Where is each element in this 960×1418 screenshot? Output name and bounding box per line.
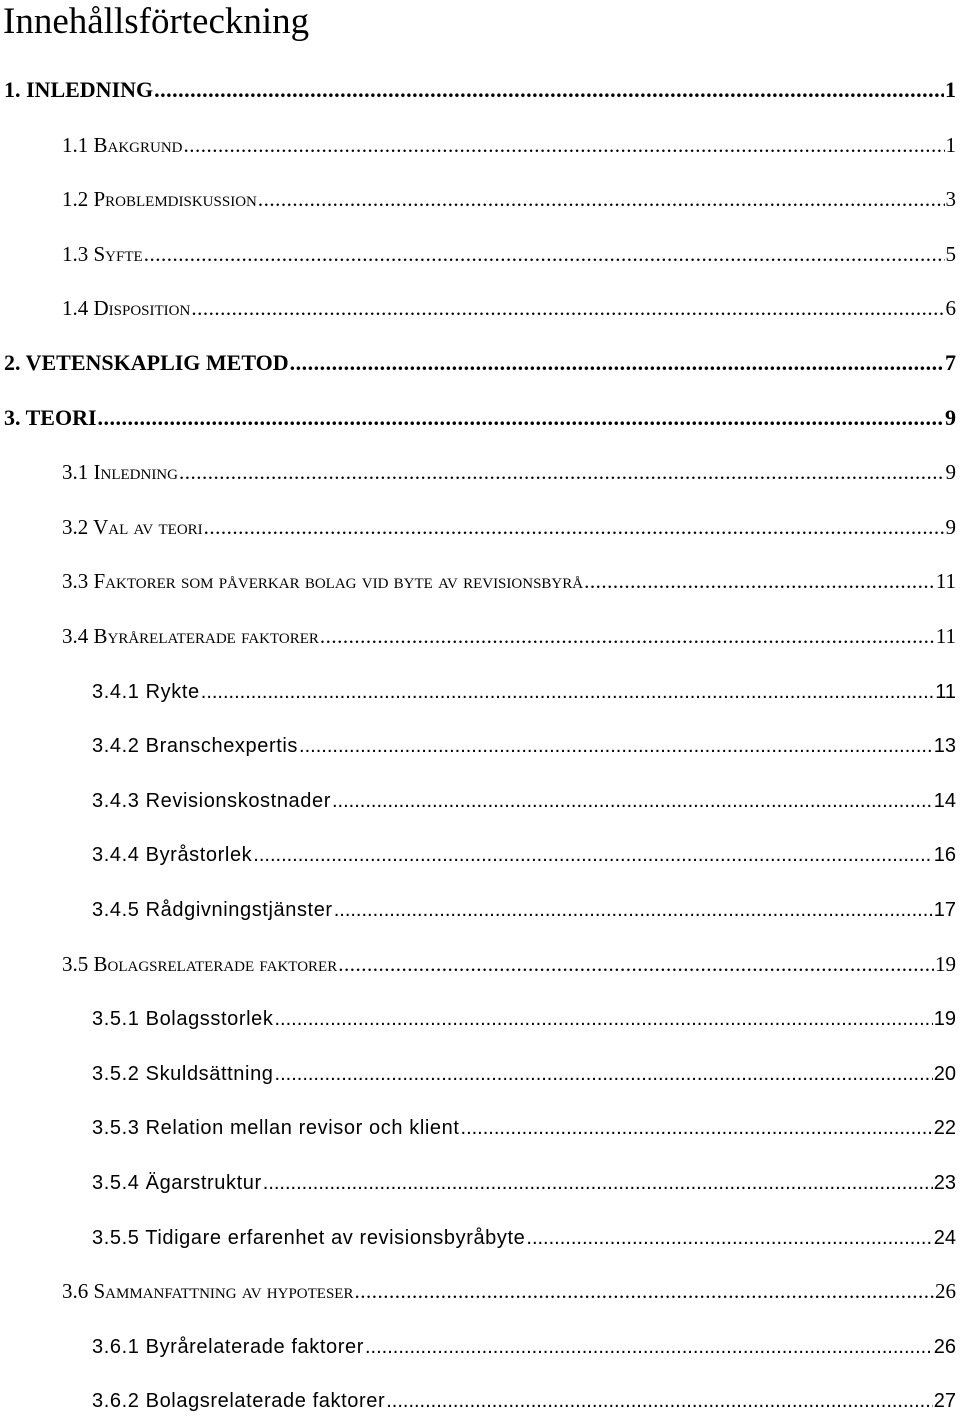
toc-entry-title: 1.2 Problemdiskussion bbox=[62, 187, 257, 212]
toc-entry-title: 3.4.3 Revisionskostnader bbox=[92, 789, 331, 812]
toc-dot-leader bbox=[386, 1391, 933, 1414]
toc-entry-title: 1. INLEDNING bbox=[4, 77, 154, 102]
toc-dot-leader bbox=[204, 517, 945, 541]
toc-entry[interactable] bbox=[92, 1002, 956, 1032]
toc-entry[interactable] bbox=[92, 675, 956, 705]
toc-entry[interactable] bbox=[62, 1275, 956, 1305]
toc-entry[interactable] bbox=[62, 129, 956, 159]
toc-entry-title: 1.1 Bakgrund bbox=[62, 132, 183, 157]
toc-dot-leader bbox=[275, 1064, 933, 1087]
toc-dot-leader bbox=[184, 135, 945, 159]
toc-dot-leader bbox=[275, 1009, 933, 1032]
toc-page-number: 9 bbox=[945, 460, 956, 485]
toc-entry[interactable] bbox=[92, 729, 956, 759]
toc-page-number: 22 bbox=[933, 1117, 956, 1140]
toc-dot-leader bbox=[338, 954, 934, 978]
toc-page-number: 24 bbox=[933, 1226, 956, 1249]
toc-page-number: 6 bbox=[945, 296, 956, 321]
toc-entry-title: 3.3 Faktorer som påverkar bolag vid byte av revisionsbyrå bbox=[62, 569, 584, 594]
toc-dot-leader bbox=[354, 1281, 934, 1305]
toc-entry-title: 3.4.5 Rådgivningstjänster bbox=[92, 899, 333, 921]
toc-dot-leader bbox=[320, 626, 935, 650]
toc-page-number: 9 bbox=[945, 514, 956, 539]
toc-entry-title: 3.1 Inledning bbox=[62, 460, 178, 485]
toc-entry[interactable] bbox=[92, 838, 956, 868]
toc-entry[interactable] bbox=[62, 565, 956, 595]
toc-entry[interactable] bbox=[62, 292, 956, 322]
toc-dot-leader bbox=[253, 845, 932, 868]
toc-dot-leader bbox=[365, 1337, 933, 1360]
toc-dot-leader bbox=[332, 791, 933, 814]
toc-entry[interactable] bbox=[4, 347, 956, 377]
toc-entry[interactable] bbox=[92, 784, 956, 814]
toc-entry-title: 3.2 Val av teori bbox=[62, 514, 203, 539]
toc-page-number: 27 bbox=[933, 1390, 956, 1413]
toc-entry[interactable] bbox=[4, 402, 956, 432]
toc-page-number: 1 bbox=[945, 77, 956, 102]
toc-entry-title: 2. VETENSKAPLIG METOD bbox=[4, 350, 289, 375]
toc-entry[interactable] bbox=[4, 74, 956, 104]
toc-dot-leader bbox=[461, 1118, 933, 1141]
toc-entry[interactable] bbox=[62, 238, 956, 268]
toc-entry[interactable] bbox=[92, 1057, 956, 1087]
toc-dot-leader bbox=[98, 407, 944, 432]
toc-dot-leader bbox=[299, 736, 933, 759]
toc-dot-leader bbox=[179, 462, 945, 486]
toc-page-number: 13 bbox=[933, 735, 956, 758]
toc-page-number: 7 bbox=[945, 350, 956, 375]
toc-dot-leader bbox=[201, 682, 934, 705]
toc-entry-title: 3. TEORI bbox=[4, 404, 97, 430]
page-title: Innehållsförteckning bbox=[3, 1, 310, 42]
toc-dot-leader bbox=[191, 298, 944, 322]
toc-entry[interactable] bbox=[92, 893, 956, 923]
toc-dot-leader bbox=[263, 1173, 933, 1196]
toc-page-number: 11 bbox=[935, 569, 956, 594]
toc-entry[interactable] bbox=[62, 620, 956, 650]
toc-entry[interactable] bbox=[92, 1111, 956, 1141]
toc-page-number: 16 bbox=[933, 844, 956, 867]
toc-page-number: 9 bbox=[945, 404, 956, 430]
toc-entry-title: 3.4.2 Branschexpertis bbox=[92, 735, 299, 758]
toc-entry-title: 3.6.1 Byrårelaterade faktorer bbox=[92, 1335, 364, 1358]
toc-entry-title: 3.6.2 Bolagsrelaterade faktorer bbox=[92, 1390, 386, 1413]
toc-entry-title: 3.6 Sammanfattning av hypoteser bbox=[62, 1279, 354, 1304]
toc-page-number: 19 bbox=[935, 951, 956, 976]
toc-entry-title: 3.5 Bolagsrelaterade faktorer bbox=[62, 951, 338, 976]
toc-entry[interactable] bbox=[62, 456, 956, 486]
toc-entry-title: 1.3 Syfte bbox=[62, 241, 143, 266]
toc-dot-leader bbox=[526, 1228, 932, 1251]
toc-dot-leader bbox=[258, 189, 945, 213]
toc-page-number: 20 bbox=[933, 1062, 956, 1085]
toc-entry[interactable] bbox=[92, 1330, 956, 1360]
toc-entry[interactable] bbox=[92, 1166, 956, 1196]
toc-page-number: 5 bbox=[945, 241, 956, 266]
toc-entry-title: 3.5.4 Ägarstruktur bbox=[92, 1172, 262, 1194]
toc-page-number: 26 bbox=[935, 1279, 956, 1304]
toc-dot-leader bbox=[584, 571, 935, 595]
toc-entry-title: 3.5.2 Skuldsättning bbox=[92, 1062, 274, 1085]
toc-page-number: 23 bbox=[933, 1172, 956, 1194]
toc-page-number: 11 bbox=[935, 680, 956, 703]
toc-page-number: 1 bbox=[945, 132, 956, 157]
toc-page-number: 3 bbox=[945, 187, 956, 212]
toc-entry-title: 1.4 Disposition bbox=[62, 296, 191, 321]
toc-dot-leader bbox=[334, 900, 933, 923]
toc-entry-title: 3.5.3 Relation mellan revisor och klient bbox=[92, 1117, 460, 1140]
toc-page-number: 19 bbox=[933, 1008, 956, 1031]
toc-entry-title: 3.5.1 Bolagsstorlek bbox=[92, 1008, 274, 1031]
toc-entry-title: 3.4.4 Byråstorlek bbox=[92, 844, 253, 867]
toc-page-number: 17 bbox=[933, 899, 956, 921]
toc-entry[interactable] bbox=[92, 1221, 956, 1251]
toc-entry[interactable] bbox=[92, 1384, 956, 1414]
toc-page-number: 11 bbox=[935, 624, 956, 648]
toc-entry-title: 3.4.1 Rykte bbox=[92, 680, 200, 703]
toc-dot-leader bbox=[154, 79, 944, 104]
toc-page-number: 14 bbox=[933, 789, 956, 812]
toc-entry-title: 3.4 Byrårelaterade faktorer bbox=[62, 624, 319, 648]
toc-entry[interactable] bbox=[62, 948, 956, 978]
toc-dot-leader bbox=[290, 352, 944, 377]
toc-entry[interactable] bbox=[62, 511, 956, 541]
toc-dot-leader bbox=[144, 244, 945, 268]
toc-page-number: 26 bbox=[933, 1335, 956, 1358]
toc-entry-title: 3.5.5 Tidigare erfarenhet av revisionsbyråbyte bbox=[92, 1226, 526, 1249]
toc-entry[interactable] bbox=[62, 183, 956, 213]
